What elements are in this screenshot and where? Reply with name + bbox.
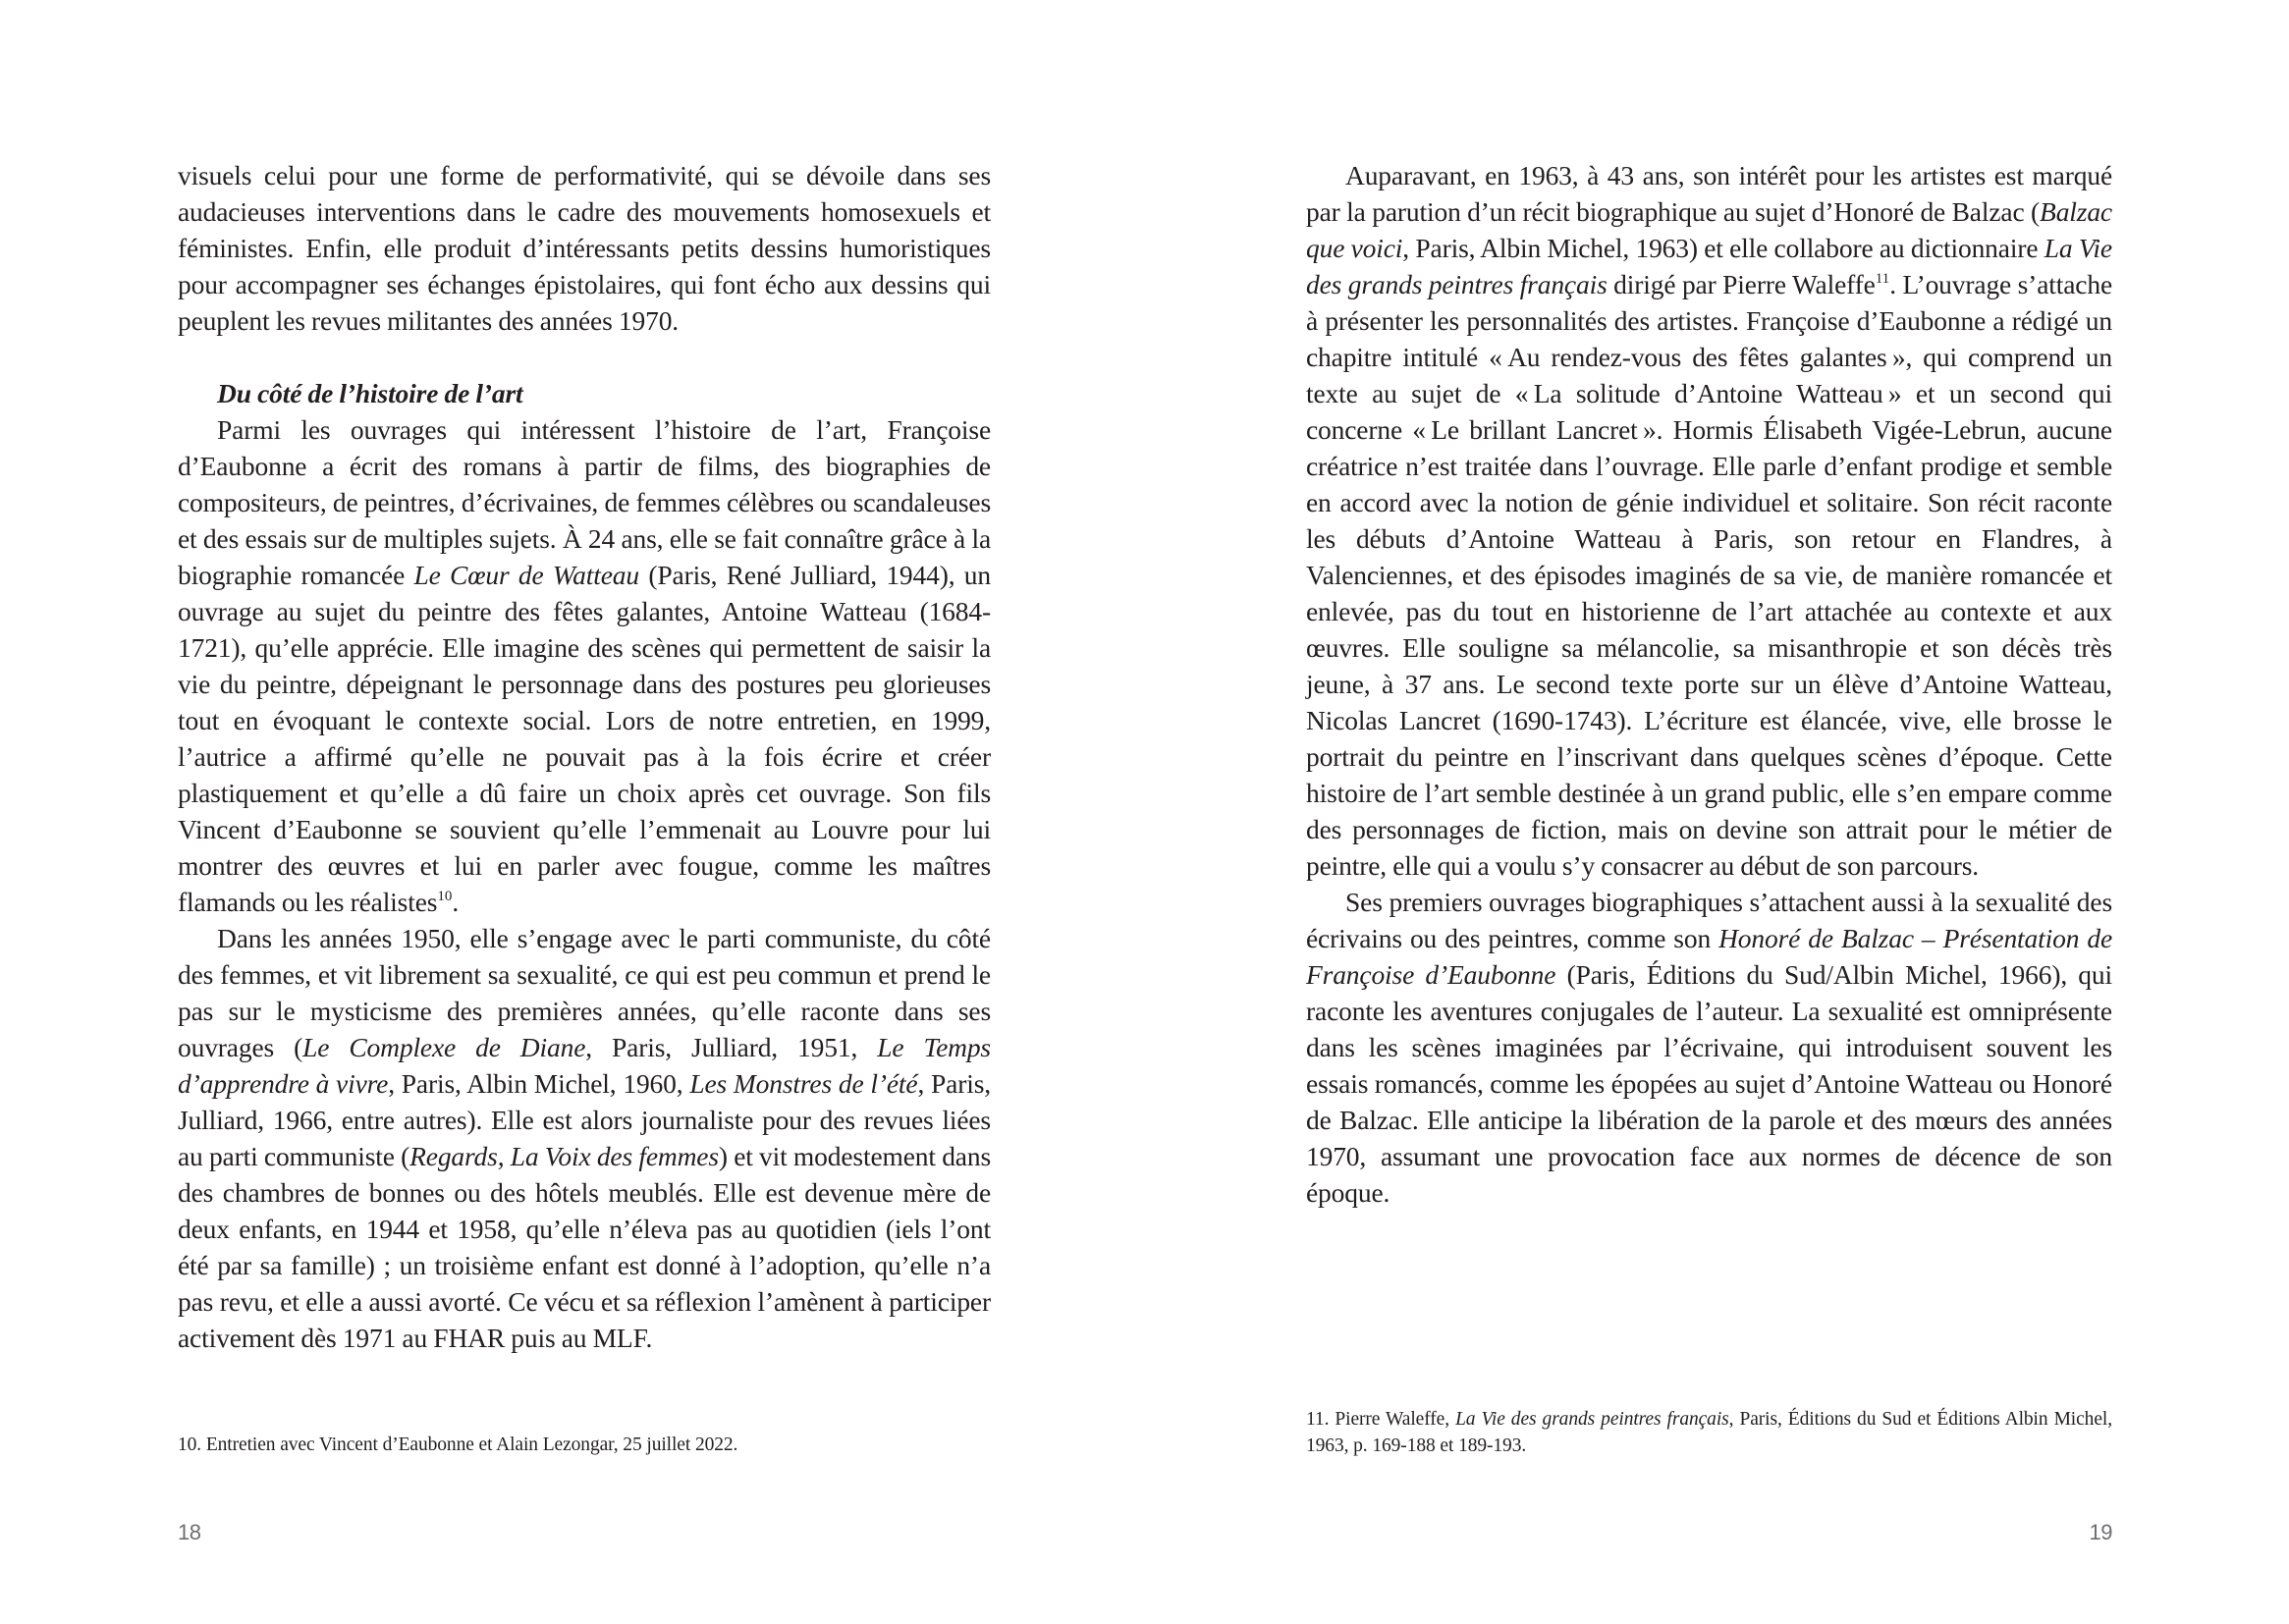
text-run: 11. Pierre Waleffe, xyxy=(1306,1409,1456,1430)
italic-title: Le Temps d’apprendre à vivre xyxy=(178,1032,991,1099)
body-paragraph xyxy=(178,411,991,920)
italic-title: Le Complexe de Diane xyxy=(302,1032,586,1062)
text-run: Auparavant, en 1963, à 43 ans, son intérêt pour les artistes est marqué par la parution d’un récit biographique au sujet d’Honoré de Balzac ( xyxy=(1306,160,2112,227)
text-run: , Paris, Albin Michel, 1963) et elle collabore au dictionnaire xyxy=(1402,233,2044,263)
footnote xyxy=(178,1432,991,1458)
text-run: Ses premiers ouvrages biographiques s’attachent aussi à la sexualité des écrivains ou des peintres, comme son xyxy=(1306,887,2112,953)
footnote xyxy=(1306,1406,2112,1459)
left-page-footnotes xyxy=(178,1432,991,1458)
text-run: , xyxy=(497,1141,511,1171)
text-run: Dans les années 1950, elle s’engage avec le parti communiste, du côté des femmes, et vit librement sa sexualité, ce qui est peu commun et prend le pas sur le mysticisme des premières années, qu’elle raconte dans ses ouvrages ( xyxy=(178,923,991,1062)
italic-title: La Voix des femmes xyxy=(510,1141,719,1171)
body-paragraph xyxy=(178,920,991,1356)
page-number-left: 18 xyxy=(178,1520,201,1544)
body-paragraph xyxy=(178,157,991,339)
text-run: ) et vit modestement dans des chambres de bonnes ou des hôtels meublés. Elle est devenue mère de deux enfants, en 1944 et 1958, qu’elle n’éleva pas au quotidien (iels l’ont été par sa famille) ; un troisième enfant est donné à l’adoption, qu’elle n’a pas revu, et elle a aussi avorté. Ce vécu et sa réflexion l’amènent à participer activement dès 1971 au FHAR puis au MLF. xyxy=(178,1141,992,1353)
footnote-reference: 10 xyxy=(437,889,453,904)
left-page-body xyxy=(178,157,991,1356)
text-run: 10. Entretien avec Vincent d’Eaubonne et Alain Lezongar, 25 juillet 2022. xyxy=(178,1435,738,1455)
italic-title: La Vie des grands peintres français xyxy=(1306,233,2112,299)
section-heading: Du côté de l’histoire de l’art xyxy=(217,378,523,408)
text-run: (Paris, Éditions du Sud/Albin Michel, 1966), qui raconte les aventures conjugales de l’auteur. La sexualité est omniprésente dans les scènes imaginées par l’écrivaine, qui introduisent souvent les essais romancés, comme les épopées au sujet d’Antoine Watteau ou Honoré de Balzac. Elle anticipe la libération de la parole et des mœurs des années 1970, assumant une provocation face aux normes de décence de son époque. xyxy=(1306,959,2113,1208)
text-run: (Paris, René Julliard, 1944), un ouvrage au sujet du peintre des fêtes galantes, Antoine Watteau (1684-1721), qu’elle apprécie. Elle imagine des scènes qui permettent de saisir la vie du peintre, dépeignant le personnage dans des postures peu glorieuses tout en évoquant le contexte social. Lors de notre entretien, en 1999, l’autrice a affirmé qu’elle ne pouvait pas à la fois écrire et créer plastiquement et qu’elle a dû faire un choix après cet ouvrage. Son fils Vincent d’Eaubonne se souvient qu’elle l’emmenait au Louvre pour lui montrer des œuvres et lui en parler avec fougue, comme les maîtres flamands ou les réalistes xyxy=(178,560,992,917)
text-run: Parmi les ouvrages qui intéressent l’histoire de l’art, Françoise d’Eaubonne a écrit des romans à partir de films, des biographies de compositeurs, de peintres, d’écrivaines, de femmes célèbres ou scandaleuses et des essais sur de multiples sujets. À 24 ans, elle se fait connaître grâce à la biographie romancée xyxy=(178,414,991,590)
text-run: . L’ouvrage s’attache à présenter les personnalités des artistes. Françoise d’Eaubonne a rédigé un chapitre intitulé « Au rendez-vous des fêtes galantes », qui comprend un texte au sujet de « La solitude d’Antoine Watteau » et un second qui concerne « Le brillant Lancret ». Hormis Élisabeth Vigée-Lebrun, aucune créatrice n’est traitée dans l’ouvrage. Elle parle d’enfant prodige et semble en accord avec la notion de génie individuel et solitaire. Son récit raconte les débuts d’Antoine Watteau à Paris, son retour en Flandres, à Valenciennes, et des épisodes imaginés de sa vie, de manière romancée et enlevée, pas du tout en historienne de l’art attachée au contexte et aux œuvres. Elle souligne sa mélancolie, sa misanthropie et son décès très jeune, à 37 ans. Le second texte porte sur un élève d’Antoine Watteau, Nicolas Lancret (1690-1743). L’écriture est élancée, vive, elle brosse le portrait du peintre en l’inscrivant dans quelques scènes d’époque. Cette histoire de l’art semble destinée à un grand public, elle s’en empare comme des personnages de fiction, mais on devine son attrait pour le métier de peintre, elle qui a voulu s’y consacrer au début de son parcours. xyxy=(1306,269,2112,881)
text-run: , Paris, Julliard, 1951, xyxy=(585,1032,878,1062)
text-run: , Paris, Julliard, 1966, entre autres). Elle est alors journaliste pour des revues liées au parti communiste ( xyxy=(178,1068,991,1171)
right-page-footnotes xyxy=(1306,1406,2112,1459)
right-page-body xyxy=(1306,157,2112,1211)
text-run: dirigé par Pierre Waleffe xyxy=(1607,269,1876,299)
italic-title: Honoré de Balzac – Présentation de Françoise d’Eaubonne xyxy=(1306,923,2113,990)
italic-title: Balzac que voici xyxy=(1306,196,2112,263)
page-number-right: 19 xyxy=(2089,1520,2112,1544)
body-paragraph xyxy=(1306,884,2112,1211)
italic-title: Les Monstres de l’été xyxy=(689,1068,918,1099)
text-run: , Paris, Albin Michel, 1960, xyxy=(388,1068,690,1099)
right-page xyxy=(1144,0,2289,1624)
text-run: visuels celui pour une forme de performativité, qui se dévoile dans ses audacieuses interventions dans le cadre des mouvements homosexuels et féministes. Enfin, elle produit d’intéressants petits dessins humoristiques pour accompagner ses échanges épistolaires, qui font écho aux dessins qui peuplent les revues militantes des années 1970. xyxy=(178,160,991,336)
left-page xyxy=(0,0,1144,1624)
italic-title: La Vie des grands peintres français xyxy=(1455,1409,1729,1430)
italic-title: Regards xyxy=(409,1141,498,1171)
text-run: . xyxy=(452,887,460,917)
footnote-reference: 11 xyxy=(1875,271,1890,287)
text-run: , Paris, Éditions du Sud et Éditions Albin Michel, 1963, p. 169-188 et 189-193. xyxy=(1306,1409,2112,1456)
italic-title: Le Cœur de Watteau xyxy=(413,560,640,590)
body-paragraph xyxy=(1306,157,2112,884)
